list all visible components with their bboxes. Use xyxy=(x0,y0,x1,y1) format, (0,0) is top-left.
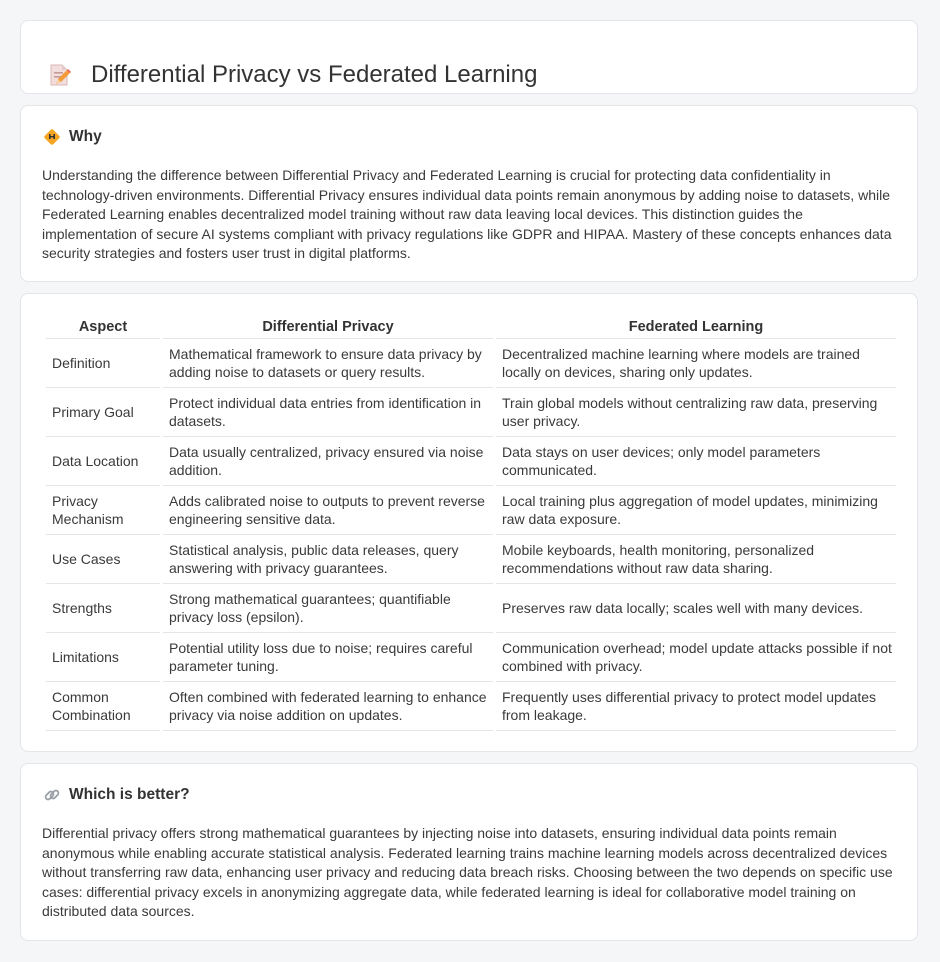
dp-cell: Statistical analysis, public data releases, query answering with privacy guarantees. xyxy=(163,535,493,584)
fl-cell: Preserves raw data locally; scales well with many devices. xyxy=(496,584,896,633)
fl-cell: Data stays on user devices; only model parameters communicated. xyxy=(496,437,896,486)
dp-cell: Data usually centralized, privacy ensured via noise addition. xyxy=(163,437,493,486)
fl-cell: Mobile keyboards, health monitoring, personalized recommendations without raw data sharing. xyxy=(496,535,896,584)
aspect-cell: Strengths xyxy=(46,584,160,633)
dp-cell: Adds calibrated noise to outputs to prevent reverse engineering sensitive data. xyxy=(163,486,493,535)
which-is-better-heading: Which is better? xyxy=(69,786,190,803)
table-header-row xyxy=(46,316,896,339)
dp-cell: Often combined with federated learning to enhance privacy via noise addition on updates. xyxy=(163,682,493,731)
table-row xyxy=(46,339,896,388)
which-is-better-card xyxy=(20,763,918,941)
dp-cell: Potential utility loss due to noise; requires careful parameter tuning. xyxy=(163,633,493,682)
header-differential-privacy: Differential Privacy xyxy=(163,316,493,339)
table-row xyxy=(46,535,896,584)
aspect-cell: Use Cases xyxy=(46,535,160,584)
table-row xyxy=(46,486,896,535)
fl-cell: Decentralized machine learning where models are trained locally on devices, sharing only updates. xyxy=(496,339,896,388)
fl-cell: Train global models without centralizing raw data, preserving user privacy. xyxy=(496,388,896,437)
aspect-cell: Definition xyxy=(46,339,160,388)
aspect-cell: Common Combination xyxy=(46,682,160,731)
dp-cell: Mathematical framework to ensure data privacy by adding noise to datasets or query results. xyxy=(163,339,493,388)
dp-cell: Protect individual data entries from identification in datasets. xyxy=(163,388,493,437)
page-title: Differential Privacy vs Federated Learning xyxy=(91,61,538,89)
table-row xyxy=(46,388,896,437)
aspect-cell: Primary Goal xyxy=(46,388,160,437)
table-row xyxy=(46,682,896,731)
warning-diamond-icon xyxy=(43,128,61,146)
which-is-better-text: Differential privacy offers strong mathematical guarantees by injecting noise into datasets, ensuring individual data points remain anonymous while enabling accurate statistical analysis. Federated learning trains machine learning models across decentralized devices without transferring raw data, enhancing user privacy and reducing data breach risks. Choosing between the two depends on specific use cases: differential privacy excels in anonymizing aggregate data, while federated learning is ideal for collaborative model training on distributed data sources. xyxy=(42,825,893,920)
aspect-cell: Data Location xyxy=(46,437,160,486)
aspect-cell: Limitations xyxy=(46,633,160,682)
comparison-table xyxy=(43,316,899,731)
why-text: Understanding the difference between Differential Privacy and Federated Learning is crucial for protecting data confidentiality in technology-driven environments. Differential Privacy ensures individual data points remain anonymous by adding noise to datasets, while Federated Learning enables decentralized model training without raw data leaving local devices. This distinction guides the implementation of secure AI systems compliant with privacy regulations like GDPR and HIPAA. Mastery of these concepts enhances data security strategies and fosters user trust in digital platforms. xyxy=(42,167,892,262)
dp-cell: Strong mathematical guarantees; quantifiable privacy loss (epsilon). xyxy=(163,584,493,633)
header-card xyxy=(20,20,918,94)
link-icon xyxy=(43,786,61,804)
fl-cell: Local training plus aggregation of model updates, minimizing raw data exposure. xyxy=(496,486,896,535)
document-pencil-icon xyxy=(47,62,71,88)
aspect-cell: Privacy Mechanism xyxy=(46,486,160,535)
table-row xyxy=(46,437,896,486)
table-row xyxy=(46,633,896,682)
fl-cell: Communication overhead; model update attacks possible if not combined with privacy. xyxy=(496,633,896,682)
why-card xyxy=(20,105,918,282)
fl-cell: Frequently uses differential privacy to protect model updates from leakage. xyxy=(496,682,896,731)
header-federated-learning: Federated Learning xyxy=(496,316,896,339)
comparison-table-card xyxy=(20,293,918,752)
table-row xyxy=(46,584,896,633)
header-aspect: Aspect xyxy=(46,316,160,339)
why-heading: Why xyxy=(69,128,102,145)
